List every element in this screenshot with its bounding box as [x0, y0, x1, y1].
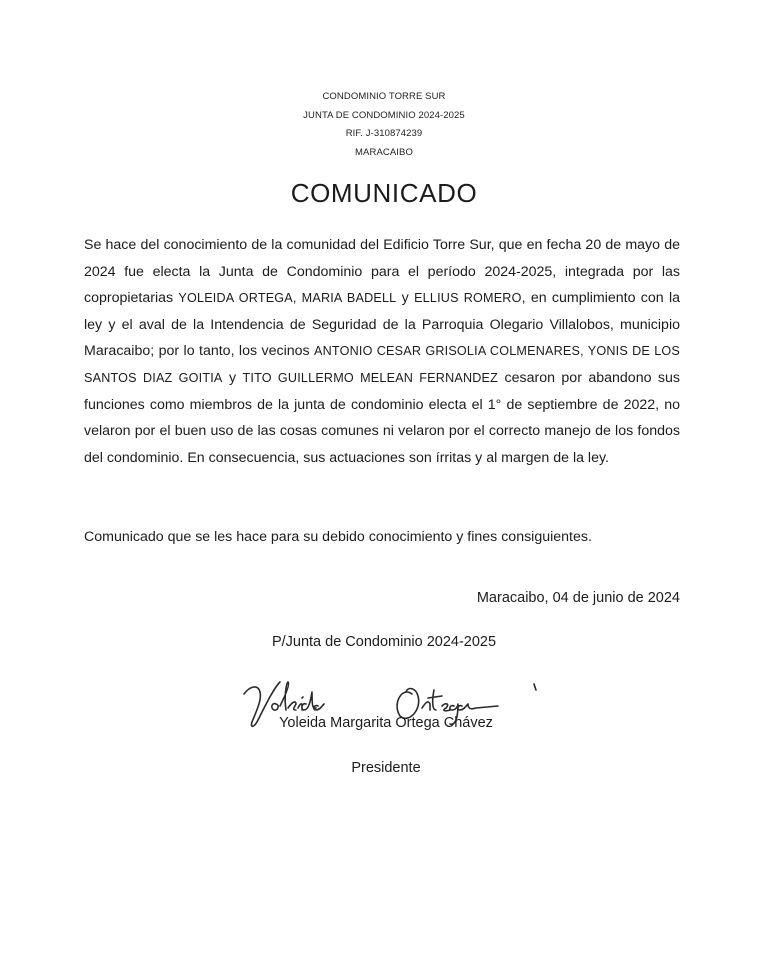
date-line: Maracaibo, 04 de junio de 2024	[476, 590, 680, 606]
paragraph-text-3: , en cumplimiento con la ley y el aval de la Intendencia de Seguridad de la Parroquia Olegario Villalobos, municipio Maracaibo; por lo tanto, los vecinos	[84, 290, 680, 360]
signer-role: Presidente	[351, 760, 421, 776]
paragraph-text-5: cesaron por abandono sus funciones como miembros de la junta de condominio electa el 1° de septiembre de 2022, no velaron por el buen uso de las cosas comunes ni velaron por el correcto manejo de los fondos del condominio. En consecuencia, sus actuaciones son írritas y al margen de la ley.	[84, 369, 680, 466]
letterhead-city: MARACAIBO	[355, 146, 413, 158]
letterhead-condo-name: CONDOMINIO TORRE SUR	[322, 91, 446, 102]
signer-name: Yoleida Margarita Ortega Chávez	[279, 715, 493, 731]
main-paragraph	[84, 232, 680, 471]
letterhead	[0, 88, 768, 162]
owners-names-1: YOLEIDA ORTEGA, MARIA BADELL	[178, 291, 397, 306]
paragraph-text-2: y	[396, 290, 415, 307]
paragraph-text-1: Se hace del conocimiento de la comunidad del Edificio Torre Sur, que en fecha 20 de mayo de 2024 fue electa la Junta de Condominio para el período 2024-2025, integrada por las copropietarias	[84, 237, 680, 307]
paragraph-text-4: y	[222, 369, 243, 386]
document-title: COMUNICADO	[290, 178, 478, 208]
closing-paragraph: Comunicado que se les hace para su debido conocimiento y fines consiguientes.	[84, 529, 592, 545]
former-members-names-2: TITO GUILLERMO MELEAN FERNANDEZ	[242, 370, 499, 385]
former-members-names-1: ANTONIO CESAR GRISOLIA COLMENARES, YONIS DE LOS SANTOS DIAZ GOITIA	[84, 344, 680, 385]
owners-names-2: ELLIUS ROMERO	[414, 291, 522, 306]
letterhead-rif: RIF. J-310874239	[345, 128, 423, 139]
letterhead-junta: JUNTA DE CONDOMINIO 2024-2025	[303, 109, 465, 121]
junta-label: P/Junta de Condominio 2024-2025	[271, 634, 497, 650]
